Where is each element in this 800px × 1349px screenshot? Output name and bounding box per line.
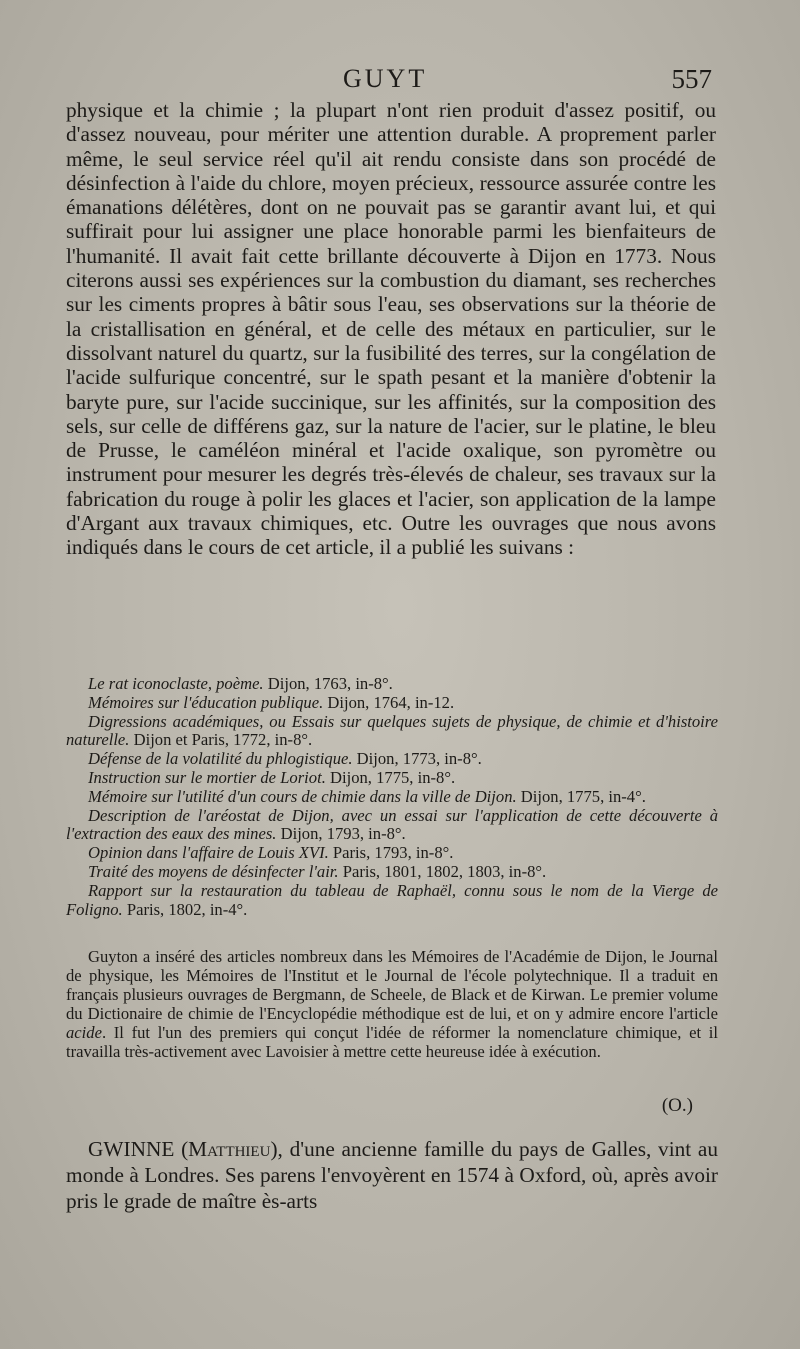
work-details: Paris, 1793, in-8°. bbox=[328, 843, 454, 863]
bibliography-entry bbox=[66, 882, 718, 920]
additional-works-paragraph bbox=[66, 948, 718, 1061]
bibliography-entry bbox=[66, 788, 718, 807]
work-title: Mémoires sur l'éducation publique. bbox=[88, 692, 324, 712]
work-details: Paris, 1802, in-4°. bbox=[122, 899, 248, 919]
work-details: Dijon, 1793, in-8°. bbox=[276, 824, 406, 844]
work-details: Dijon et Paris, 1772, in-8°. bbox=[129, 730, 313, 750]
work-title: Digressions académiques, ou Essais sur quelques sujets de physique, de chimie et d'histoire naturelle. bbox=[66, 711, 718, 750]
bibliography-entry bbox=[66, 807, 718, 845]
work-title: Mémoire sur l'utilité d'un cours de chimie dans la ville de Dijon. bbox=[88, 786, 517, 806]
work-title: Instruction sur le mortier de Loriot. bbox=[88, 767, 326, 787]
entry-name: GWINNE bbox=[88, 1137, 175, 1161]
bibliography-entry bbox=[66, 750, 718, 769]
work-details: Dijon, 1763, in-8°. bbox=[263, 674, 393, 693]
note-text-after: . Il fut l'un des premiers qui conçut l'idée de réformer la nomenclature chimique, et il travailla très-activement avec Lavoisier à mettre cette heureuse idée à exécution. bbox=[66, 1022, 718, 1061]
bibliography-entry bbox=[66, 769, 718, 788]
entry-text: d'une ancienne famille du pays de Galles, vint au monde à Londres. Ses parens l'envoyèrent en 1574 à Oxford, où, après avoir pris le grade de maître ès-arts bbox=[66, 1137, 718, 1213]
note-italic-term: acide bbox=[66, 1022, 102, 1042]
entry-paren-open: ( bbox=[174, 1137, 189, 1161]
work-details: Dijon, 1775, in-4°. bbox=[516, 786, 646, 806]
main-text bbox=[66, 98, 716, 560]
work-title: Description de l'aréostat de Dijon, avec un essai sur l'application de cette découverte à l'extraction des eaux des mines. bbox=[66, 805, 718, 844]
bibliography-entry bbox=[66, 694, 718, 713]
work-title: Traité des moyens de désinfecter l'air. bbox=[88, 861, 339, 881]
page-header bbox=[0, 64, 800, 98]
note-text-before: Guyton a inséré des articles nombreux dans les Mémoires de l'Académie de Dijon, le Journal de physique, les Mémoires de l'Institut et le Journal de l'école polytechnique. Il a traduit en français plusieurs ouvrages de Bergmann, de Scheele, de Black et de Kirwan. Le premier volume du Dictionaire de chimie de l'Encyclopédie méthodique est de lui, et on y admire encore l'article bbox=[66, 947, 718, 1023]
work-title: Rapport sur la restauration du tableau de Raphaël, connu sous le nom de la Vierge de Foligno. bbox=[66, 880, 718, 919]
note-paragraph bbox=[66, 948, 718, 1061]
running-title: GUYT bbox=[343, 64, 428, 93]
work-details: Dijon, 1764, in-12. bbox=[323, 692, 455, 712]
bibliography-list bbox=[66, 675, 718, 919]
work-details: Dijon, 1775, in-8°. bbox=[325, 767, 456, 787]
entry-paren-close: ), bbox=[270, 1137, 283, 1161]
work-title: Opinion dans l'affaire de Louis XVI. bbox=[88, 843, 329, 863]
bibliography-entry bbox=[66, 713, 718, 751]
bibliography-entry bbox=[66, 863, 718, 882]
next-entry-paragraph bbox=[66, 1136, 718, 1214]
work-title: Défense de la volatilité du phlogistique. bbox=[88, 749, 353, 769]
bibliography-entry bbox=[66, 675, 718, 694]
work-details: Dijon, 1773, in-8°. bbox=[352, 749, 482, 769]
author-signature: (O.) bbox=[661, 1095, 693, 1116]
paragraph: physique et la chimie ; la plupart n'ont rien produit d'assez positif, ou d'assez nouveau, pour mériter une attention durable. A proprement parler même, le seul service réel qu'il ait rendu consiste dans son procédé de désinfection à l'aide du chlore, moyen précieux, ressource assurée contre les émanations délétères, dont on ne pouvait pas se garantir avant lui, et qui suffirait pour lui assigner une place honorable parmi les bienfaiteurs de l'humanité. Il avait fait cette brillante découverte à Dijon en 1773. Nous citerons aussi ses expériences sur la combustion du diamant, ses recherches sur les ciments propres à bâtir sous l'eau, ses observations sur la théorie de la cristallisation en général, et de celle des métaux en particulier, sur le dissolvant naturel du quartz, sur la fusibilité des terres, sur la congélation de l'acide sulfurique concentré, sur le spath pesant et la manière d'obtenir la baryte pure, sur l'acide succinique, sur les affinités, sur la composition des sels, sur celle de différens gaz, sur la nature de l'acier, sur le platine, le bleu de Prusse, le caméléon minéral et l'acide oxalique, son pyromètre ou instrument pour mesurer les degrés très-élevés de chaleur, ses travaux sur la fabrication du rouge à polir les glaces et l'acier, son application de la lampe d'Argant aux travaux chimiques, etc. Outre les ouvrages que nous avons indiqués dans le cours de cet article, il a publié les suivans : bbox=[66, 98, 716, 560]
work-title: Le rat iconoclaste, poème. bbox=[88, 674, 264, 693]
entry-given-name: Matthieu bbox=[188, 1137, 271, 1161]
bibliography-entry bbox=[66, 844, 718, 863]
next-entry bbox=[66, 1136, 718, 1214]
work-details: Paris, 1801, 1802, 1803, in-8°. bbox=[338, 861, 547, 881]
page-number: 557 bbox=[671, 64, 712, 94]
